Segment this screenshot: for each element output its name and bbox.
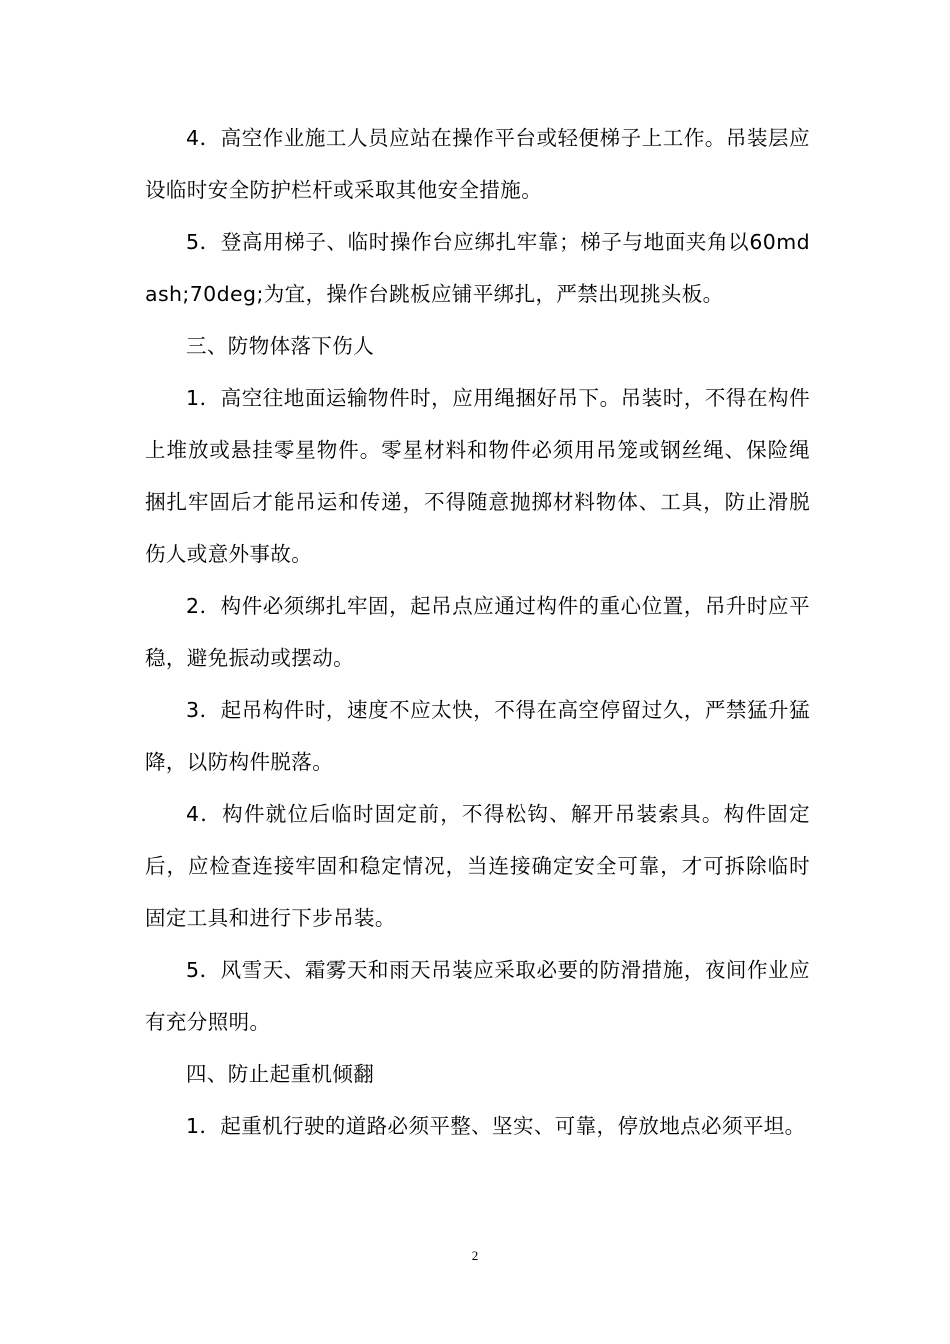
paragraph-item-5-ladder-binding: 5．登高用梯子、临时操作台应绑扎牢靠；梯子与地面夹角以60mdash;70deg;为宜，操作台跳板应铺平绑扎，严禁出现挑头板。 — [145, 230, 810, 306]
paragraph-item-4-safety-platform: 4．高空作业施工人员应站在操作平台或轻便梯子上工作。吊装层应设临时安全防护栏杆或采取其他安全措施。 — [145, 126, 810, 202]
paragraph-item-1-crane-road: 1．起重机行驶的道路必须平整、坚实、可靠，停放地点必须平坦。 — [186, 1114, 806, 1138]
paragraph-item-5-weather: 5．风雪天、霜雾天和雨天吊装应采取必要的防滑措施，夜间作业应有充分照明。 — [145, 958, 810, 1034]
paragraph-item-1-transport: 1．高空往地面运输物件时，应用绳捆好吊下。吊装时，不得在构件上堆放或悬挂零星物件。零星材料和物件必须用吊笼或钢丝绳、保险绳捆扎牢固后才能吊运和传递，不得随意抛掷材料物体、工具，防止滑脱伤人或意外事故。 — [145, 386, 810, 566]
document-body — [145, 112, 810, 1152]
paragraph-item-2-binding: 2．构件必须绑扎牢固，起吊点应通过构件的重心位置，吊升时应平稳，避免振动或摆动。 — [145, 594, 810, 670]
paragraph-item-4-temporary-fixing: 4．构件就位后临时固定前，不得松钩、解开吊装索具。构件固定后，应检查连接牢固和稳定情况，当连接确定安全可靠，才可拆除临时固定工具和进行下步吊装。 — [145, 802, 810, 930]
section-heading-falling-objects: 三、防物体落下伤人 — [186, 334, 375, 358]
paragraph-item-3-lifting-speed: 3．起吊构件时，速度不应太快，不得在高空停留过久，严禁猛升猛降，以防构件脱落。 — [145, 698, 810, 774]
section-heading-crane-overturn: 四、防止起重机倾翻 — [186, 1062, 375, 1086]
page-number: 2 — [471, 1248, 479, 1263]
